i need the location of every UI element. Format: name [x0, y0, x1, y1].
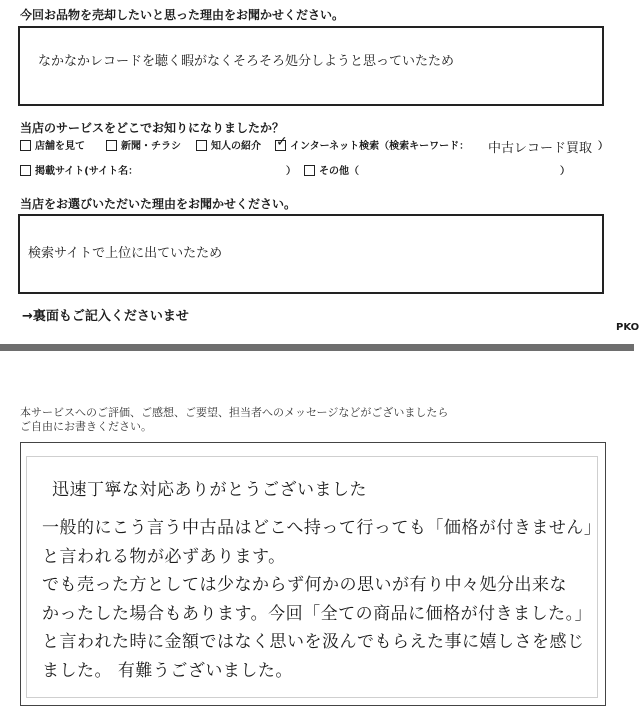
checkbox-internet[interactable] — [275, 134, 288, 151]
option-site[interactable] — [20, 165, 138, 179]
option-site-label: 掲載サイト(サイト名： — [35, 166, 139, 177]
question-how-know: 当店のサービスをどこでお知りになりましたか？ — [20, 121, 285, 135]
feedback-prompt-line: ご自由にお書きください。 — [20, 420, 152, 433]
checkbox-site[interactable] — [20, 165, 31, 176]
question-reason-choose: 当店をお選びいただいた理由をお聞かせください。 — [20, 197, 297, 211]
feedback-line: ました。 有難うございました。 — [42, 661, 293, 681]
option-referral-label: 知人の紹介 — [211, 141, 261, 152]
feedback-prompt — [20, 406, 448, 434]
feedback-line: 迅速丁寧な対応ありがとうございました — [52, 480, 367, 500]
checkbox-newspaper[interactable] — [106, 140, 117, 151]
checkbox-other[interactable] — [304, 165, 315, 176]
page-divider — [0, 344, 634, 351]
answer-reason-sell: なかなかレコードを聴く暇がなくそろそろ処分しようと思っていたため — [38, 54, 455, 69]
option-store[interactable] — [20, 140, 85, 154]
checkbox-store[interactable] — [20, 140, 31, 151]
option-internet-label: インターネット検索（検索キーワード： — [290, 141, 470, 152]
back-side-note: →裏面もご記入くださいませ — [22, 309, 189, 324]
check-mark-icon: ✓ — [276, 134, 288, 150]
option-referral[interactable] — [196, 140, 261, 154]
internet-keyword: 中古レコード買取 — [488, 141, 593, 156]
option-other-label: その他（ — [319, 166, 359, 177]
question-reason-sell: 今回お品物を売却したいと思った理由をお聞かせください。 — [20, 8, 345, 22]
internet-close-paren: ） — [598, 141, 608, 152]
feedback-line: でも売った方としては少なからず何かの思いが有り中々処分出来な — [42, 575, 567, 595]
option-other[interactable] — [304, 165, 359, 179]
option-newspaper-label: 新聞・チラシ — [121, 141, 181, 152]
feedback-prompt-line: 本サービスへのご評価、ご感想、ご要望、担当者へのメッセージなどがございましたら — [20, 406, 449, 419]
site-close-paren: ） — [286, 166, 296, 177]
feedback-line: 一般的にこう言う中古品はどこへ持って行っても「価格が付きません」 — [42, 518, 602, 538]
option-internet[interactable] — [275, 134, 470, 154]
answer-reason-choose: 検索サイトで上位に出ていたため — [28, 246, 223, 261]
corner-code: PKO — [616, 322, 639, 333]
other-close-paren: ） — [560, 166, 570, 177]
feedback-line: と言われる物が必ずあります。 — [42, 547, 286, 567]
checkbox-referral[interactable] — [196, 140, 207, 151]
feedback-line: かったした場合もあります。今回「全ての商品に価格が付きました。」 — [42, 604, 593, 624]
option-store-label: 店舗を見て — [35, 141, 85, 152]
option-newspaper[interactable] — [106, 140, 181, 154]
feedback-line: と言われた時に金額ではなく思いを汲んでもらえた事に嬉しさを感じ — [42, 632, 585, 652]
